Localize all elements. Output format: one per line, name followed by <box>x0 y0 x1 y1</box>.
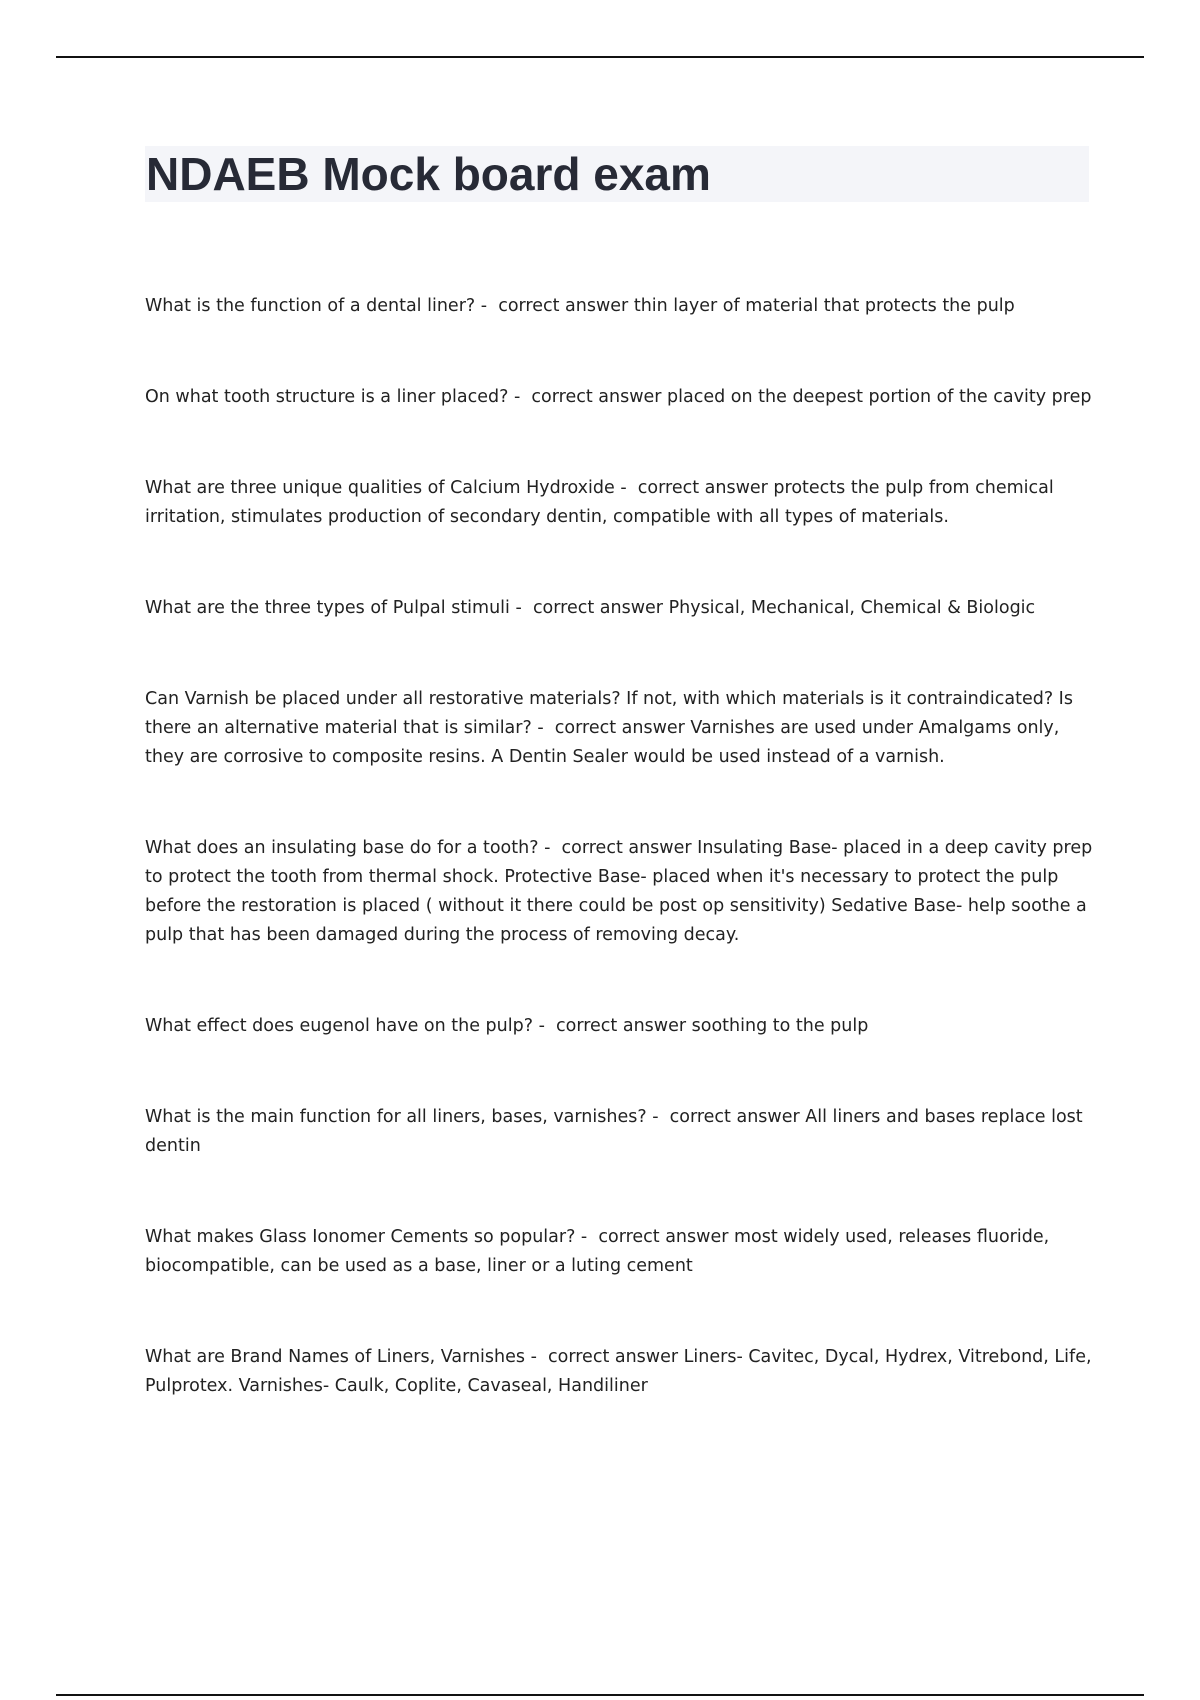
qa-item <box>145 474 1095 532</box>
question-text: What effect does eugenol have on the pulp? <box>145 1016 533 1036</box>
answer-text: thin layer of material that protects the pulp <box>633 296 1015 316</box>
page-title: NDAEB Mock board exam <box>146 148 711 200</box>
separator: - <box>533 1016 557 1036</box>
question-text: Can Varnish be placed under all restorative materials? If not, with which materials is it contraindicated? Is there an alternative material that is similar? <box>145 689 1073 738</box>
separator: - <box>614 478 638 498</box>
question-text: What are three unique qualities of Calcium Hydroxide <box>145 478 615 498</box>
answer-prefix: correct answer <box>561 838 692 858</box>
separator: - <box>575 1227 599 1247</box>
separator: - <box>538 838 562 858</box>
qa-list <box>145 292 1095 1463</box>
qa-item <box>145 1012 1095 1041</box>
separator: - <box>525 1347 549 1367</box>
separator: - <box>531 718 555 738</box>
answer-prefix: correct answer <box>531 387 662 407</box>
question-text: What is the main function for all liners, bases, varnishes? <box>145 1107 647 1127</box>
answer-text: All liners and bases replace lost dentin <box>145 1107 1083 1156</box>
answer-text: Insulating Base- placed in a deep cavity prep to protect the tooth from thermal shock. Protective Base- placed when it's necessary to protect the pulp before the restoration is placed ( without it there could be post op sensitivity) Sedative Base- help soothe a pulp that has been damaged during the process of removing decay. <box>145 838 1093 945</box>
top-divider <box>56 56 1144 58</box>
answer-text: protects the pulp from chemical irritation, stimulates production of secondary dentin, compatible with all types of materials. <box>145 478 1054 527</box>
answer-text: soothing to the pulp <box>691 1016 869 1036</box>
answer-text: Liners- Cavitec, Dycal, Hydrex, Vitrebond, Life, Pulprotex. Varnishes- Caulk, Coplite, Cavaseal, Handiliner <box>145 1347 1092 1396</box>
separator: - <box>508 387 532 407</box>
qa-item <box>145 1223 1095 1281</box>
separator: - <box>646 1107 670 1127</box>
answer-prefix: correct answer <box>548 1347 679 1367</box>
separator: - <box>475 296 499 316</box>
qa-item <box>145 834 1095 950</box>
qa-item <box>145 1103 1095 1161</box>
bottom-divider <box>56 1694 1144 1696</box>
answer-prefix: correct answer <box>598 1227 729 1247</box>
question-text: What makes Glass Ionomer Cements so popular? <box>145 1227 576 1247</box>
answer-prefix: correct answer <box>532 598 663 618</box>
answer-text: placed on the deepest portion of the cavity prep <box>667 387 1092 407</box>
qa-item <box>145 594 1095 623</box>
answer-text: Physical, Mechanical, Chemical & Biologic <box>668 598 1036 618</box>
answer-prefix: correct answer <box>637 478 768 498</box>
qa-item <box>145 685 1095 772</box>
answer-text: most widely used, releases fluoride, biocompatible, can be used as a base, liner or a luting cement <box>145 1227 1050 1276</box>
question-text: What are the three types of Pulpal stimuli <box>145 598 510 618</box>
separator: - <box>509 598 533 618</box>
answer-text: Varnishes are used under Amalgams only, they are corrosive to composite resins. A Dentin Sealer would be used instead of a varnish. <box>145 718 1060 767</box>
question-text: On what tooth structure is a liner placed? <box>145 387 509 407</box>
answer-prefix: correct answer <box>498 296 629 316</box>
answer-prefix: correct answer <box>669 1107 800 1127</box>
question-text: What is the function of a dental liner? <box>145 296 476 316</box>
qa-item <box>145 383 1095 412</box>
qa-item <box>145 1343 1095 1401</box>
answer-prefix: correct answer <box>556 1016 687 1036</box>
qa-item <box>145 292 1095 321</box>
question-text: What does an insulating base do for a tooth? <box>145 838 539 858</box>
answer-prefix: correct answer <box>554 718 685 738</box>
question-text: What are Brand Names of Liners, Varnishes <box>145 1347 526 1367</box>
